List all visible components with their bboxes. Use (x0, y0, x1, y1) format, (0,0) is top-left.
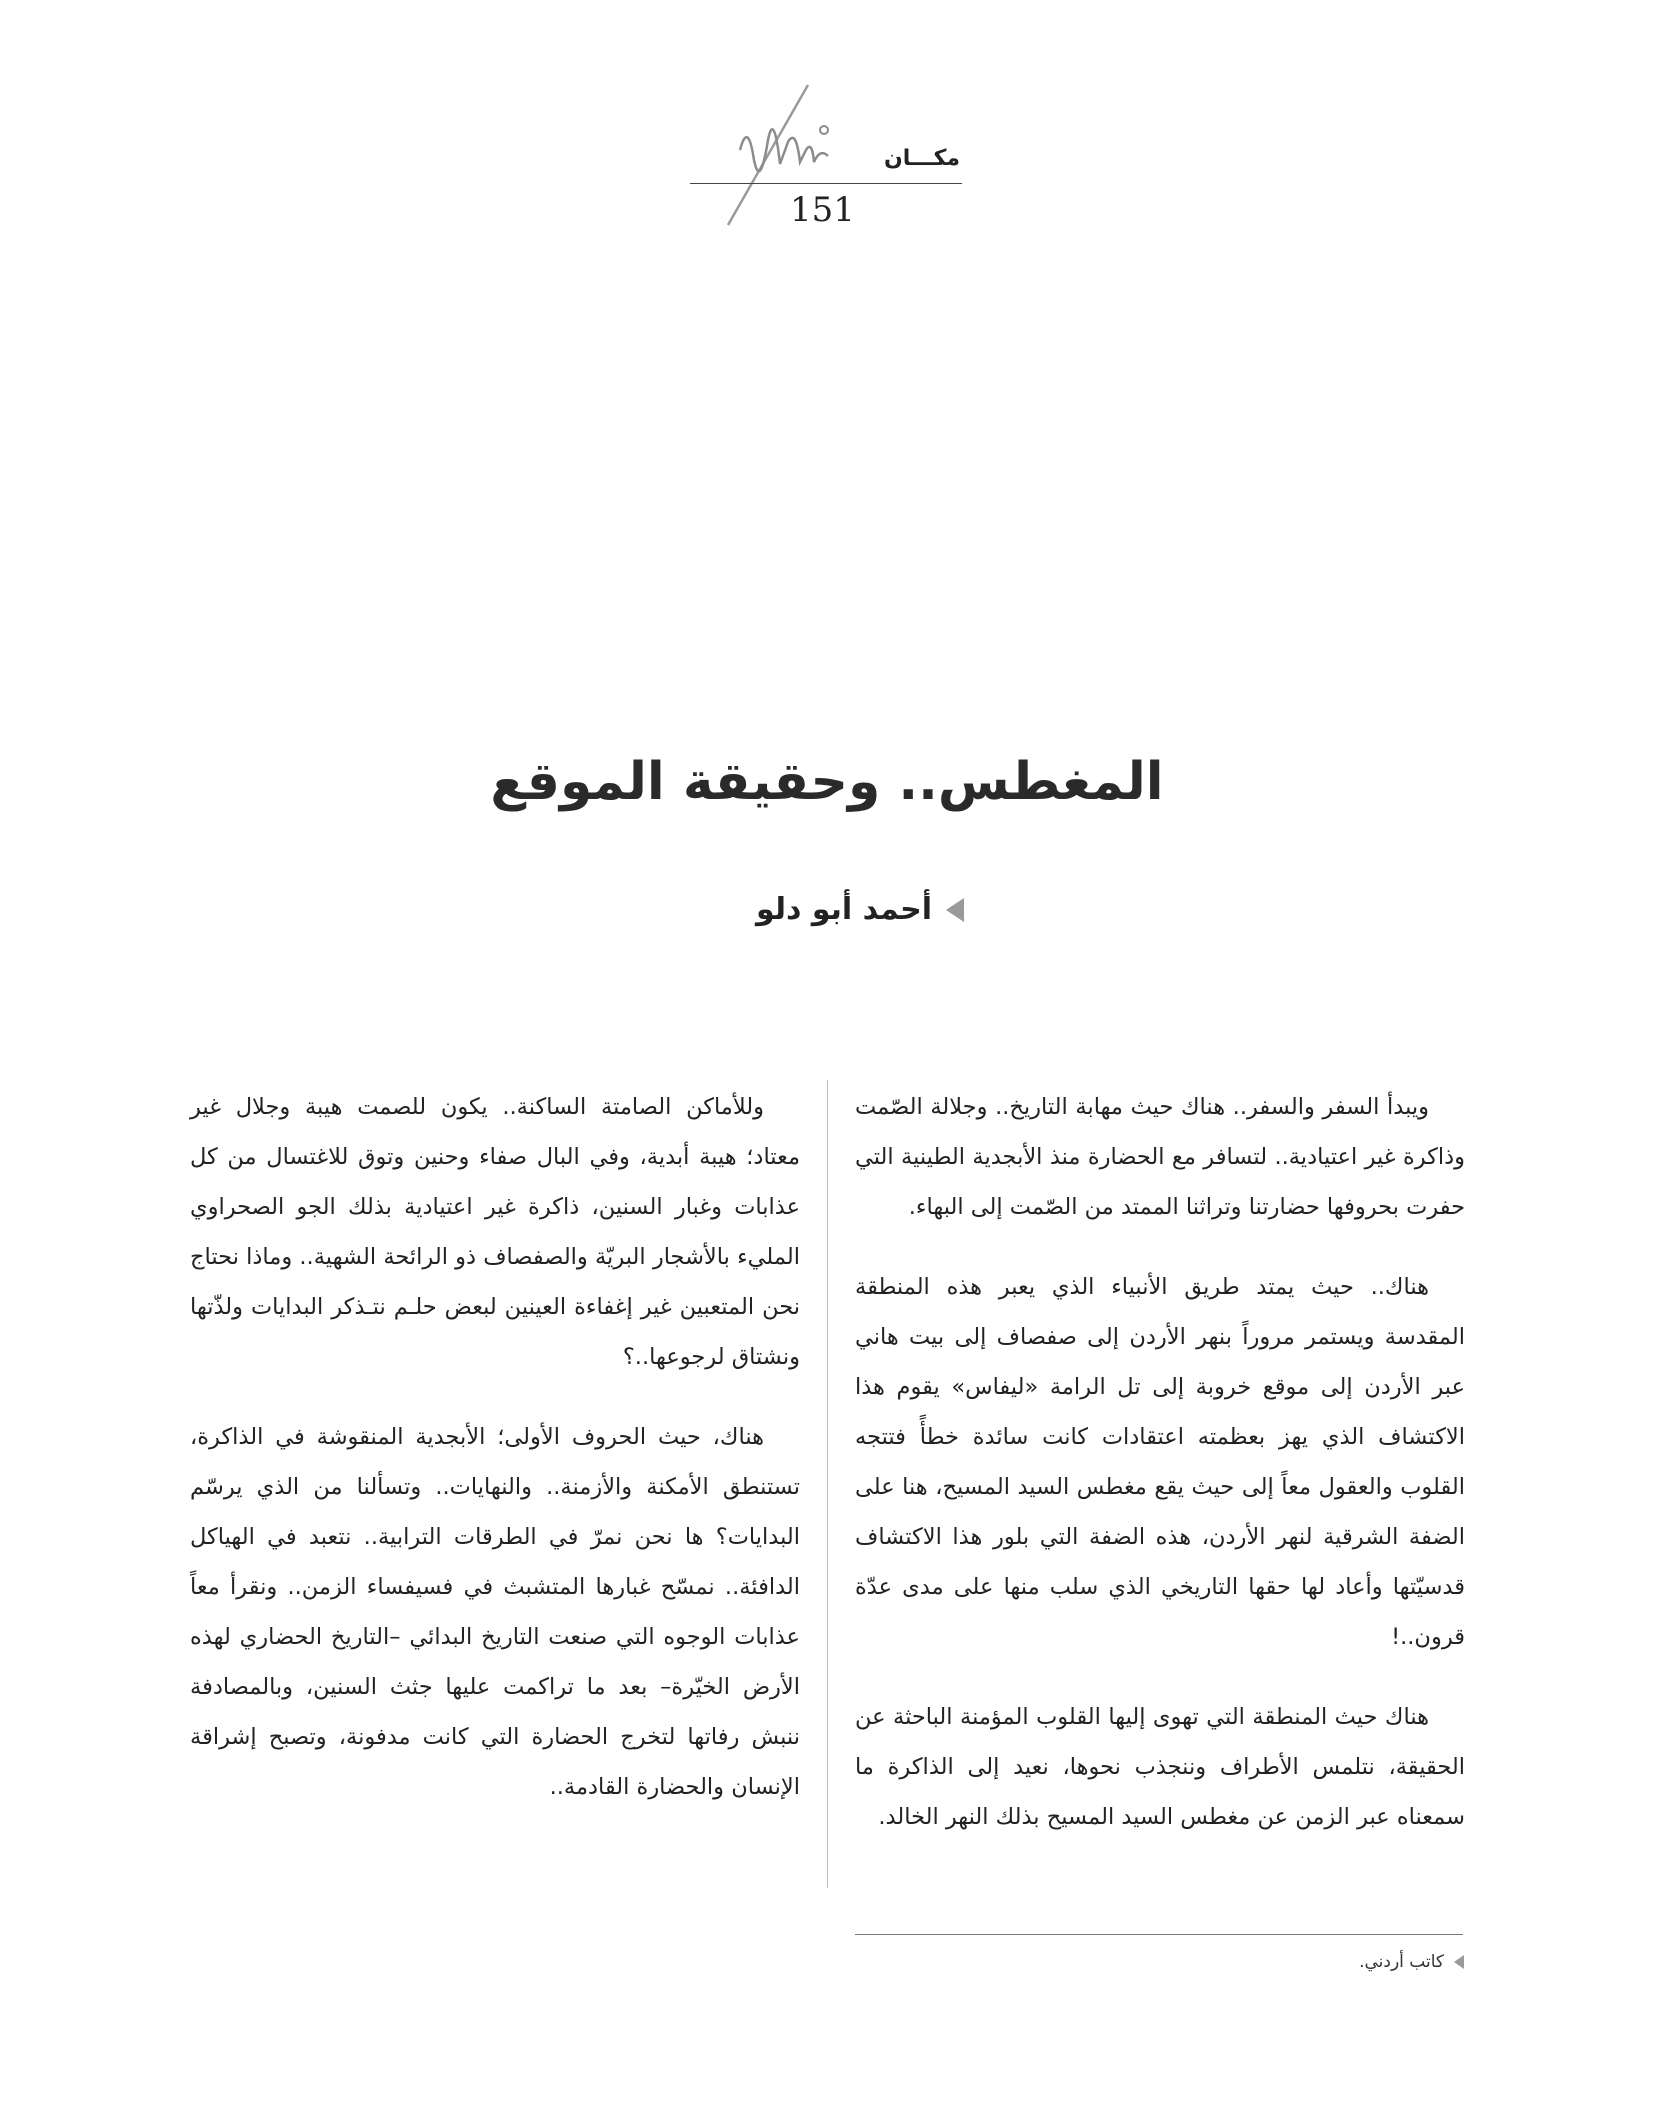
magazine-logo-icon (688, 80, 888, 230)
article-title: المغطس.. وحقيقة الموقع (490, 752, 1164, 812)
paragraph: ويبدأ السفر والسفر.. هناك حيث مهابة التاريخ.. وجلالة الصّمت وذاكرة غير اعتيادية.. لتسافر مع الحضارة منذ الأبجدية الطينية التي حفرت بحروفها حضارتنا وتراثنا الممتد من الصّمت إلى البهاء. (855, 1094, 1465, 1220)
page-header (640, 80, 970, 230)
triangle-bullet-icon (1454, 1955, 1464, 1969)
article-column-left (190, 1082, 800, 1842)
footnote (1359, 1952, 1464, 1972)
author-name: أحمد أبو دلو (755, 892, 932, 927)
article-author (756, 892, 964, 927)
paragraph: هناك، حيث الحروف الأولى؛ الأبجدية المنقوشة في الذاكرة، تستنطق الأمكنة والأزمنة.. والنهايات.. وتسألنا من الذي يرسّم البدايات؟ ها نحن نمرّ في الطرقات الترابية.. نتعبد في الهياكل الدافئة.. نمسّح غبارها المتشبث في فسيفساء الزمن.. ونقرأ معاً عذابات الوجوه التي صنعت التاريخ البدائي –التاريخ الحضاري لهذه الأرض الخيّرة– بعد ما تراكمت عليها جثث السنين، وبالمصادفة ننبش رفاتها لتخرج الحضارة التي كانت مدفونة، وتصبح إشراقة الإنسان والحضارة القادمة.. (190, 1424, 800, 1800)
article-column-right (855, 1082, 1465, 1872)
magazine-section-brand: مكـــان (883, 146, 960, 171)
column-divider (827, 1080, 828, 1888)
paragraph: وللأماكن الصامتة الساكنة.. يكون للصمت هيبة وجلال غير معتاد؛ هيبة أبدية، وفي البال صفاء وحنين وتوق للاغتسال من كل عذابات وغبار السنين، ذاكرة غير اعتيادية بذلك الجو الصحراوي المليء بالأشجار البريّة والصفصاف ذو الرائحة الشهية.. وماذا نحتاج نحن المتعبين غير إغفاءة العينين لبعض حلـم نتـذكر البدايات ولذّتها ونشتاق لرجوعها..؟ (190, 1094, 800, 1370)
header-rule (690, 183, 962, 184)
triangle-bullet-icon (946, 898, 964, 922)
page-number: 151 (790, 190, 855, 230)
footnote-text: كاتب أردني. (1359, 1952, 1444, 1972)
paragraph: هناك حيث المنطقة التي تهوى إليها القلوب المؤمنة الباحثة عن الحقيقة، نتلمس الأطراف وننجذب نحوها، نعيد إلى الذاكرة ما سمعناه عبر الزمن عن مغطس السيد المسيح بذلك النهر الخالد. (855, 1704, 1465, 1830)
footnote-rule (855, 1934, 1463, 1935)
paragraph: هناك.. حيث يمتد طريق الأنبياء الذي يعبر هذه المنطقة المقدسة ويستمر مروراً بنهر الأردن إلى صفصاف إلى بيت هاني عبر الأردن إلى موقع خروبة إلى تل الرامة «ليفاس» يقوم هذا الاكتشاف الذي يهز بعظمته اعتقادات كانت سائدة خطأً فتتجه القلوب والعقول معاً إلى حيث يقع مغطس السيد المسيح، هنا على الضفة الشرقية لنهر الأردن، هذه الضفة التي بلور هذا الاكتشاف قدسيّتها وأعاد لها حقها التاريخي الذي سلب منها على مدى عدّة قرون..! (855, 1274, 1465, 1650)
